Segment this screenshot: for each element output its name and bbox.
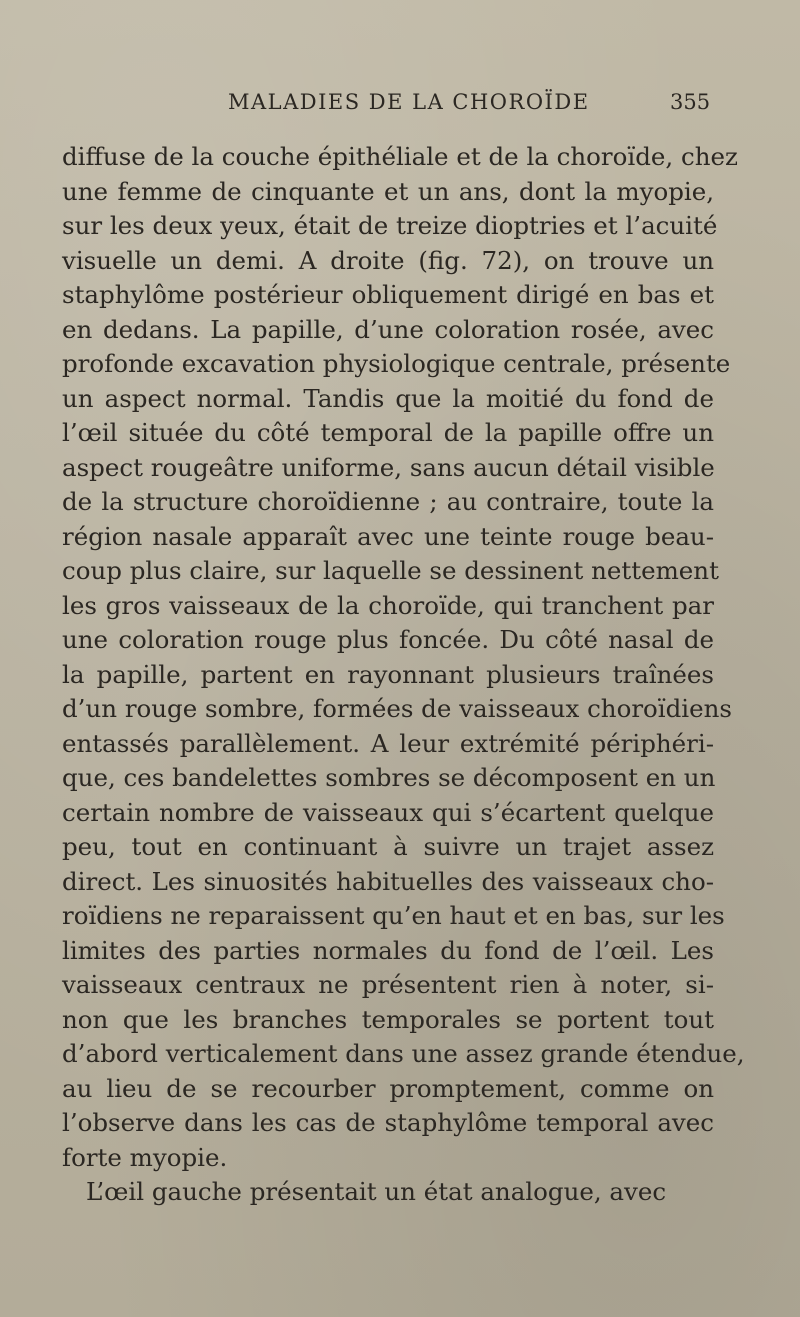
text-line: vaisseaux centraux ne présentent rien à noter, si- — [62, 970, 714, 999]
text-line: peu, tout en continuant à suivre un trajet assez — [62, 832, 714, 861]
text-line: aspect rougeâtre uniforme, sans aucun détail visible — [62, 452, 715, 482]
running-head — [0, 86, 800, 126]
text-line: une femme de cinquante et un ans, dont la myopie, — [62, 176, 714, 206]
text-line: sur les deux yeux, était de treize dioptries et l’acuité — [62, 211, 718, 240]
text-line: profonde excavation physiologique centrale, présente — [62, 349, 731, 378]
text-line: roïdiens ne reparaissent qu’en haut et en bas, sur les — [62, 901, 725, 930]
text-line: coup plus claire, sur laquelle se dessinent nettement — [62, 556, 719, 585]
text-line: l’observe dans les cas de staphylôme temporal avec — [62, 1108, 714, 1137]
text-line: l’œil située du côté temporal de la papille offre un — [62, 418, 714, 447]
running-title: MALADIES DE LA CHOROÏDE — [228, 90, 590, 114]
text-line: visuelle un demi. A droite (fig. 72), on trouve un — [62, 245, 714, 275]
text-line: de la structure choroïdienne ; au contraire, toute la — [62, 487, 714, 516]
body-text — [62, 140, 745, 1210]
text-line: un aspect normal. Tandis que la moitié du fond de — [62, 383, 714, 413]
text-line: en dedans. La papille, d’une coloration rosée, avec — [62, 314, 714, 344]
text-line: certain nombre de vaisseaux qui s’écartent quelque — [62, 797, 714, 827]
text-line: région nasale apparaît avec une teinte rouge beau- — [62, 521, 714, 551]
text-line: diffuse de la couche épithéliale et de la choroïde, chez — [62, 142, 738, 171]
paragraph-first-line: L’œil gauche présentait un état analogue, avec — [86, 1177, 667, 1206]
text-line: une coloration rouge plus foncée. Du côté nasal de — [62, 625, 714, 654]
text-line: limites des parties normales du fond de l’œil. Les — [62, 935, 714, 965]
text-line: que, ces bandelettes sombres se décomposent en un — [62, 763, 716, 792]
text-line: au lieu de se recourber promptement, comme on — [62, 1073, 714, 1103]
text-line: les gros vaisseaux de la choroïde, qui tranchent par — [62, 590, 714, 620]
text-line: direct. Les sinuosités habituelles des vaisseaux cho- — [62, 866, 714, 896]
text-line: staphylôme postérieur obliquement dirigé en bas et — [62, 280, 714, 309]
text-line: d’abord verticalement dans une assez grande étendue, — [62, 1039, 745, 1068]
text-line: forte myopie. — [62, 1142, 228, 1172]
text-line: la papille, partent en rayonnant plusieurs traînées — [62, 659, 714, 689]
text-line: entassés parallèlement. A leur extrémité périphéri- — [62, 728, 714, 758]
text-line: non que les branches temporales se portent tout — [62, 1004, 714, 1034]
page-number: 355 — [670, 90, 711, 114]
text-line: d’un rouge sombre, formées de vaisseaux choroïdiens — [62, 694, 732, 723]
